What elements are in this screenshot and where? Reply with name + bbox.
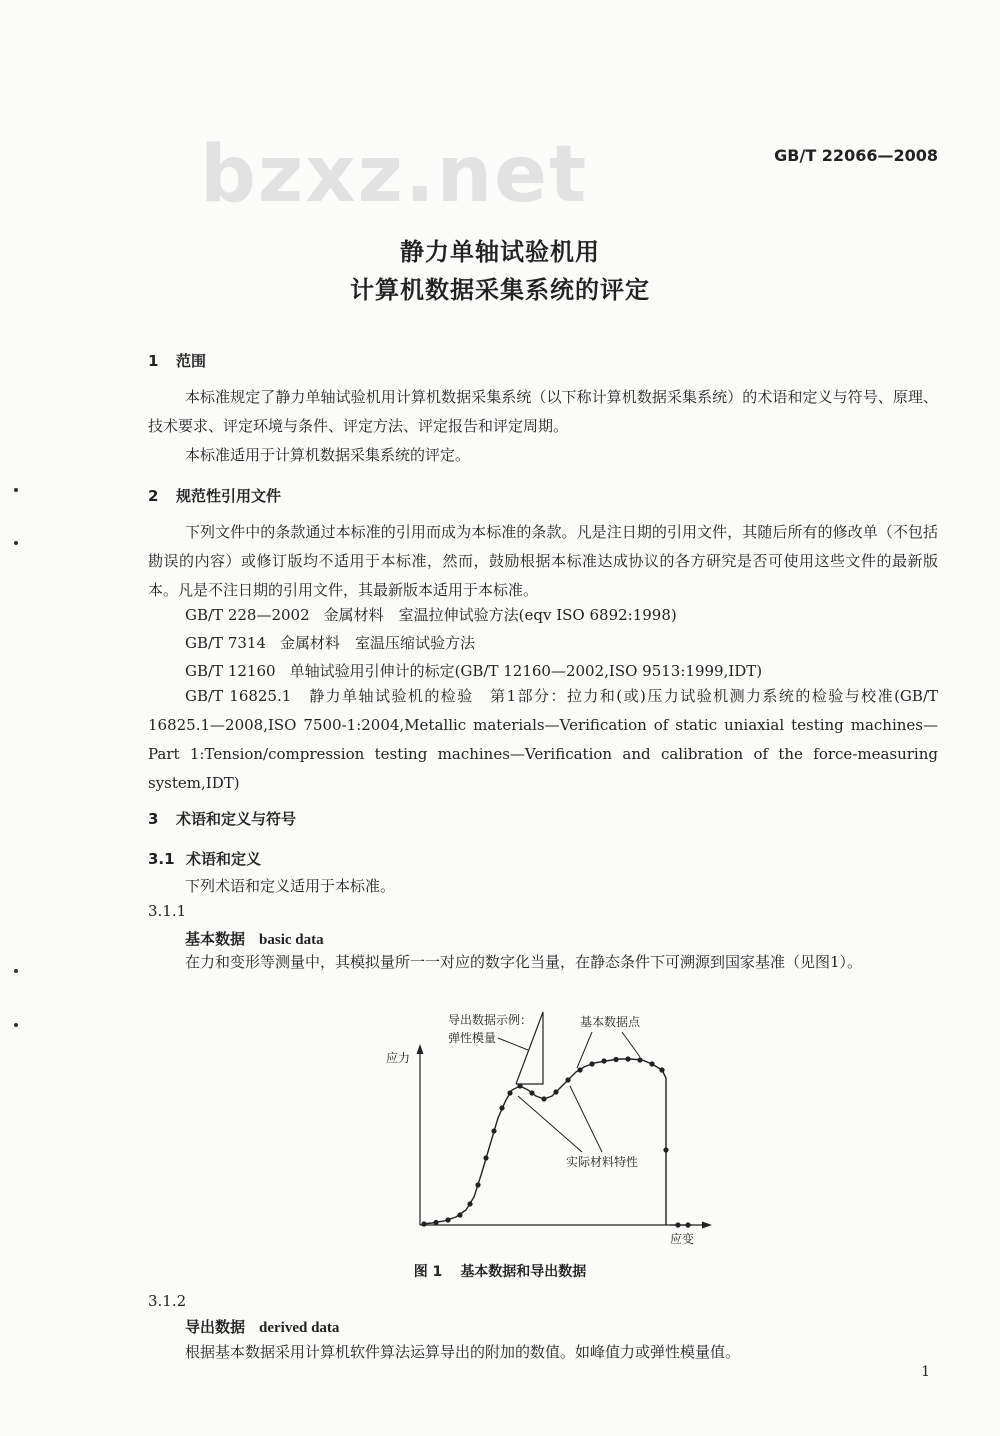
data-point — [445, 1217, 450, 1222]
term-zh: 基本数据 — [185, 930, 246, 948]
annotation-basic-points: 基本数据点 — [580, 1015, 641, 1029]
clause-3-1-1-term — [185, 928, 324, 949]
data-point — [675, 1222, 680, 1227]
scan-dot — [14, 969, 18, 973]
reference-code: GB/T 12160 — [185, 662, 276, 680]
section-1-paragraph-1: 本标准规定了静力单轴试验机用计算机数据采集系统（以下称计算机数据采集系统）的术语和定义与符号、原理、技术要求、评定环境与条件、评定方法、评定报告和评定周期。 — [148, 388, 938, 435]
data-point — [421, 1221, 426, 1226]
data-point — [529, 1090, 534, 1095]
data-point — [659, 1067, 664, 1072]
term-zh: 导出数据 — [185, 1318, 246, 1336]
figure-1 — [370, 1000, 730, 1250]
subsection-title: 术语和定义 — [186, 850, 262, 868]
figure-1-caption — [0, 1261, 1000, 1281]
section-title: 范围 — [176, 352, 207, 370]
x-axis-arrow — [702, 1222, 712, 1229]
term-en: derived data — [259, 1320, 340, 1336]
data-point — [499, 1105, 504, 1110]
data-point — [491, 1128, 496, 1133]
data-point — [565, 1077, 570, 1082]
data-point — [577, 1067, 582, 1072]
section-2-heading — [148, 485, 281, 506]
reference-title: 金属材料 室温拉伸试验方法(eqv ISO 6892:1998) — [323, 606, 677, 624]
data-point — [483, 1155, 488, 1160]
reference-item — [185, 604, 677, 625]
page-number: 1 — [921, 1364, 930, 1380]
subsection-number: 3.1 — [148, 850, 175, 868]
data-point — [589, 1061, 594, 1066]
reference-title: 单轴试验用引伸计的标定(GB/T 12160—2002,ISO 9513:1999,IDT) — [289, 662, 763, 680]
data-point — [433, 1220, 438, 1225]
section-number: 3 — [148, 810, 159, 828]
data-point — [467, 1201, 472, 1206]
data-point — [613, 1057, 618, 1062]
data-point — [625, 1056, 630, 1061]
actual-material-curve — [422, 1059, 666, 1225]
x-axis-label: 应变 — [670, 1232, 695, 1246]
section-title: 术语和定义与符号 — [176, 810, 297, 828]
section-number: 1 — [148, 352, 159, 370]
data-point — [649, 1061, 654, 1066]
section-1-paragraph-2: 本标准适用于计算机数据采集系统的评定。 — [185, 446, 471, 464]
figure-title: 基本数据和导出数据 — [460, 1264, 587, 1280]
subsection-3-1-text: 下列术语和定义适用于本标准。 — [185, 877, 396, 895]
scan-dot — [14, 1023, 18, 1027]
term-en: basic data — [259, 932, 324, 948]
reference-title: 金属材料 室温压缩试验方法 — [280, 634, 476, 652]
annotation-derived-line2: 弹性模量 — [448, 1031, 497, 1045]
leader-actual-2 — [570, 1086, 602, 1152]
annotation-actual-material: 实际材料特性 — [566, 1155, 639, 1169]
basic-data-points — [421, 1056, 690, 1227]
figure-label: 图 1 — [413, 1264, 443, 1280]
leader-actual-1 — [518, 1096, 582, 1152]
data-point — [663, 1147, 668, 1152]
section-3-heading — [148, 808, 296, 829]
data-point — [685, 1222, 690, 1227]
reference-code: GB/T 228—2002 — [185, 606, 310, 624]
leader-derived — [498, 1038, 528, 1050]
reference-code: GB/T 7314 — [185, 634, 267, 652]
scan-dot — [14, 488, 18, 492]
data-point — [541, 1096, 546, 1101]
clause-3-1-2-definition: 根据基本数据采用计算机软件算法运算导出的附加的数值。如峰值力或弹性模量值。 — [185, 1343, 741, 1361]
reference-item — [185, 632, 475, 653]
data-point — [553, 1089, 558, 1094]
section-1-heading — [148, 350, 206, 371]
clause-3-1-1-definition: 在力和变形等测量中，其模拟量所一一对应的数字化当量，在静态条件下可溯源到国家基准（见图1）。 — [185, 953, 863, 971]
data-point — [637, 1057, 642, 1062]
data-point — [457, 1212, 462, 1217]
reference-item — [185, 660, 762, 681]
clause-3-1-2-term — [185, 1316, 339, 1337]
leader-basic-2 — [622, 1032, 640, 1057]
standard-number: GB/T 22066—2008 — [774, 146, 938, 165]
subsection-3-1-heading — [148, 848, 261, 869]
title-line-2: 计算机数据采集系统的评定 — [350, 276, 650, 304]
y-axis-arrow — [417, 1044, 424, 1054]
title-line-1: 静力单轴试验机用 — [400, 238, 600, 266]
clause-3-1-2-number: 3.1.2 — [148, 1292, 187, 1310]
clause-3-1-1-number: 3.1.1 — [148, 902, 187, 920]
section-title: 规范性引用文件 — [176, 487, 282, 505]
watermark: bzxz.net — [200, 130, 589, 220]
data-point — [601, 1058, 606, 1063]
section-2-paragraph-1: 下列文件中的条款通过本标准的引用而成为本标准的条款。凡是注日期的引用文件，其随后所有的修改单（不包括勘误的内容）或修订版均不适用于本标准，然而，鼓励根据本标准达成协议的各方研究是否可使用这些文件的最新版本。凡是不注日期的引用文件，其最新版本适用于本标准。 — [148, 523, 938, 599]
section-number: 2 — [148, 487, 159, 505]
reference-item-long: GB/T 16825.1 静力单轴试验机的检验 第1部分：拉力和(或)压力试验机测力系统的检验与校准(GB/T 16825.1—2008,ISO 7500-1:2004,Metallic materials—Verification of static uniaxial testing machines—Part 1:Tension/compression testing machines—Verification and calibration of the force-measuring system,IDT) — [148, 687, 938, 792]
data-point — [507, 1090, 512, 1095]
y-axis-label: 应力 — [386, 1051, 411, 1065]
annotation-derived-line1: 导出数据示例： — [448, 1013, 533, 1027]
data-point — [475, 1182, 480, 1187]
scan-dot — [14, 541, 18, 545]
leader-basic-1 — [577, 1032, 592, 1068]
